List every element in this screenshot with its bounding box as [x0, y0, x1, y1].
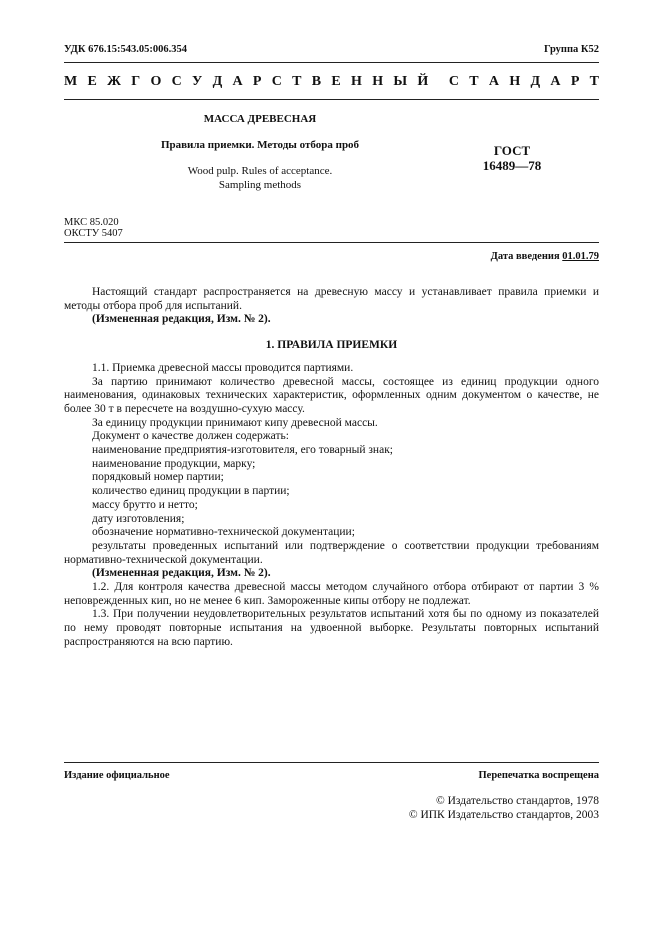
section-title: 1. ПРАВИЛА ПРИЕМКИ — [265, 339, 398, 352]
heading-letter: Д — [212, 74, 223, 89]
english-title-line1: Wood pulp. Rules of acceptance. — [187, 165, 333, 177]
heading-letter: Р — [570, 74, 580, 89]
official-edition: Издание официальное — [64, 770, 170, 781]
heading-letter: Т — [589, 74, 599, 89]
top-rule — [64, 62, 599, 63]
list-item: порядковый номер партии; — [92, 471, 224, 484]
codes-rule — [64, 242, 599, 243]
intro-date-label: Дата введения — [490, 251, 560, 262]
clause-1-2: 1.2. Для контроля качества древесной массы методом случайного отбора отбирают от партии 3 % неповрежденных кип, но не менее 6 кип. Замороженные кипы отбору не подлежат. — [64, 581, 599, 607]
heading-letter: Р — [252, 74, 262, 89]
heading-letter: В — [311, 74, 322, 89]
standard-type-heading — [64, 74, 599, 90]
heading-letter: Ы — [393, 74, 408, 89]
heading-letter: О — [150, 74, 162, 89]
revision-note: (Измененная редакция, Изм. № 2). — [92, 567, 271, 580]
list-item: наименование предприятия-изготовителя, его товарный знак; — [92, 444, 393, 457]
heading-letter: Н — [351, 74, 362, 89]
heading-letter: С — [171, 74, 182, 89]
heading-letter: А — [550, 74, 561, 89]
heading-letter: Е — [87, 74, 97, 89]
heading-letter: М — [64, 74, 78, 89]
heading-letter: Ж — [107, 74, 121, 89]
clause-1-3: 1.3. При получении неудовлетворительных результатов испытаний хотя бы по одному из показателей по нему проводят повторные испытания на удвоенной выборке. Результаты повторных испытаний распространяются на всю партию. — [64, 608, 599, 648]
heading-letter: А — [232, 74, 243, 89]
list-item: количество единиц продукции в партии; — [92, 485, 290, 498]
heading-letter: Т — [292, 74, 302, 89]
list-item: массу брутто и нетто; — [92, 498, 198, 511]
heading-letter: У — [192, 74, 203, 89]
heading-letter: Т — [469, 74, 479, 89]
document-subtitle: Правила приемки. Методы отбора проб — [160, 139, 360, 151]
intro-date-value: 01.01.79 — [562, 251, 599, 262]
document-title: МАССА ДРЕВЕСНАЯ — [203, 113, 317, 125]
heading-letter: Г — [131, 74, 141, 89]
heading-letter: С — [271, 74, 282, 89]
intro-paragraph: Настоящий стандарт распространяется на древесную массу и устанавливает правила приемки и методы отбора проб для испытаний. — [64, 286, 599, 312]
list-item: дату изготовления; — [92, 512, 185, 525]
list-item: наименование продукции, марку; — [92, 457, 256, 470]
document-contents-intro: Документ о качестве должен содержать: — [92, 430, 289, 443]
okstu-code: ОКСТУ 5407 — [64, 228, 123, 239]
footer-rule — [64, 762, 599, 763]
heading-letter: Й — [417, 74, 429, 89]
reprint-prohibited: Перепечатка воспрещена — [478, 770, 599, 781]
clause-1-1: 1.1. Приемка древесной массы проводится партиями. — [92, 361, 354, 374]
heading-letter: Д — [530, 74, 541, 89]
heading-letter: Е — [331, 74, 341, 89]
copyright-2003: © ИПК Издательство стандартов, 2003 — [408, 809, 599, 821]
heading-letter: Н — [509, 74, 521, 89]
mks-code: МКС 85.020 — [64, 217, 119, 228]
batch-definition: За партию принимают количество древесной массы, состоящее из единиц продукции одного наименования, одинаковых технических характеристик, оформленных одним документом о качестве, не более 30 т в пересчете на воздушно-сухую массу. — [64, 375, 599, 415]
revision-note: (Измененная редакция, Изм. № 2). — [92, 313, 271, 326]
heading-letter: Н — [372, 74, 384, 89]
gost-label: ГОСТ — [493, 143, 531, 158]
gost-number: 16489—78 — [482, 158, 542, 173]
group-code: Группа К52 — [543, 44, 599, 55]
copyright-1978: © Издательство стандартов, 1978 — [435, 795, 599, 807]
document-body — [64, 286, 599, 650]
heading-rule — [64, 99, 599, 100]
heading-letter: А — [488, 74, 500, 89]
heading-letter: С — [448, 74, 459, 89]
list-item: результаты проведенных испытаний или подтверждение о соответствии продукции требованиям нормативно-технической документации. — [64, 539, 599, 566]
unit-definition: За единицу продукции принимают кипу древесной массы. — [92, 416, 378, 429]
list-item: обозначение нормативно-технической документации; — [92, 526, 355, 539]
intro-date — [491, 251, 599, 262]
udk-code: УДК 676.15:543.05:006.354 — [64, 44, 187, 55]
english-title-line2: Sampling methods — [218, 179, 302, 191]
classification-codes — [64, 217, 123, 239]
